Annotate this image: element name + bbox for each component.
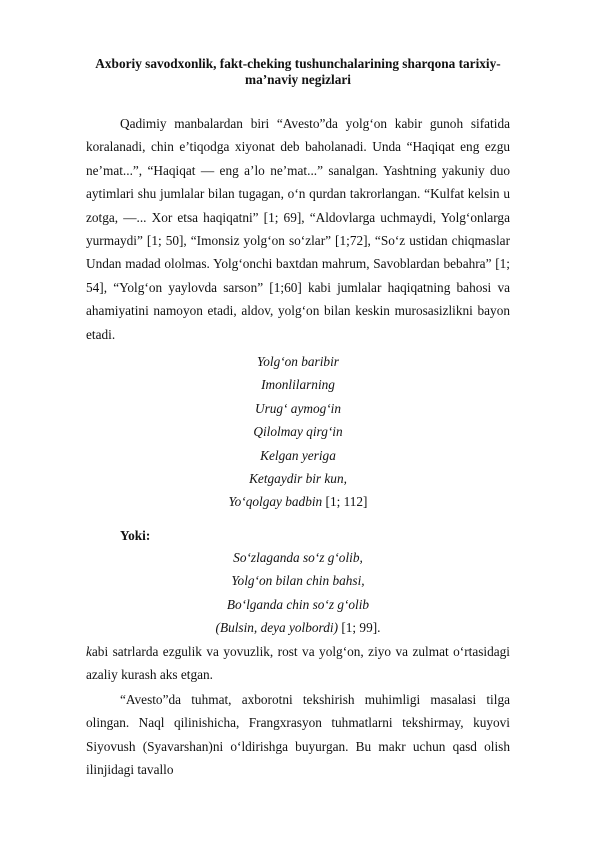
verse-reference: [1; 112] [322, 494, 368, 510]
verse-line: So‘zlaganda so‘z g‘olib, [233, 550, 363, 565]
paragraph-kabi-satrlarda [86, 640, 510, 687]
verse-line-with-reference [86, 616, 510, 639]
title-line-1: Axboriy savodxonlik, fakt-cheking tushunchalarining sharqona tarixiy- [95, 56, 501, 71]
verse-line-italic: (Bulsin, deya yolbordi) [215, 620, 338, 636]
verse-block-1 [86, 350, 510, 514]
paragraph-avesto-intro: Qadimiy manbalardan biri “Avesto”da yolg‘on kabir gunoh sifatida koralanadi, chin e’tiqodga xiyonat deb baholanadi. Unda “Haqiqat eng ezgu ne’mat...”, “Haqiqat — eng a’lo ne’mat...” sanalgan. Yashtning yakuniy duo aytimlari shu jumlalar bilan tugagan, o‘n qurdan takrorlangan. “Kulfat kelsin u zotga, —... Xor etsa haqiqatni” [1; 69], “Aldovlarga uchmaydi, Yolg‘onlarga yurmaydi” [1; 50], “Imonsiz yolg‘on so‘zlar” [1;72], “So‘z ustidan chiqmaslar Undan madad ololmas. Yolg‘onchi baxtdan mahrum, Savoblardan bebahra” [1; 54], “Yolg‘on yaylovda sarson” [1;60] kabi jumlalar haqiqatning bahosi va ahamiyatini namoyon etadi, aldov, yolg‘on bilan keskin murosasizlikni bayon etadi. [86, 116, 510, 342]
verse-line: Bo‘lganda chin so‘z g‘olib [226, 596, 370, 612]
document-title [86, 56, 510, 88]
verse-line: Yolg‘on bilan chin bahsi, [231, 573, 365, 589]
verse-line: Yolg‘on baribir [257, 354, 339, 369]
verse-line: Ketgaydir bir kun, [249, 471, 347, 487]
verse-line: Urug‘ aymog‘in [254, 400, 342, 416]
paragraph-avesto-tuhmat: “Avesto”da tuhmat, axborotni tekshirish muhimligi masalasi tilga olingan. Naql qilinishicha, Frangxrasyon tuhmatlarni tekshirmay, kuyovi Siyovush (Syavarshan)ni o‘ldirishga buyurgan. Bu makr uchun qasd olish ilinjidagi tavallo [86, 692, 510, 778]
verse-line: Imonlilarning [261, 377, 335, 393]
verse-block-2 [86, 546, 510, 640]
paragraph-first-letter: k [86, 644, 92, 659]
verse-line-italic: Yo‘qolgay badbin [228, 494, 323, 510]
verse-line-with-reference [86, 490, 510, 513]
verse-line: Kelgan yeriga [260, 447, 336, 463]
yoki-label: Yoki: [120, 528, 151, 543]
title-line-2: ma’naviy negizlari [245, 72, 351, 87]
verse-line: Qilolmay qirg‘in [253, 424, 343, 440]
verse-reference: [1; 99]. [338, 620, 381, 636]
paragraph-text: abi satrlarda ezgulik va yovuzlik, rost va yolg‘on, ziyo va zulmat o‘rtasidagi azaliy kurash aks etgan. [86, 644, 510, 683]
